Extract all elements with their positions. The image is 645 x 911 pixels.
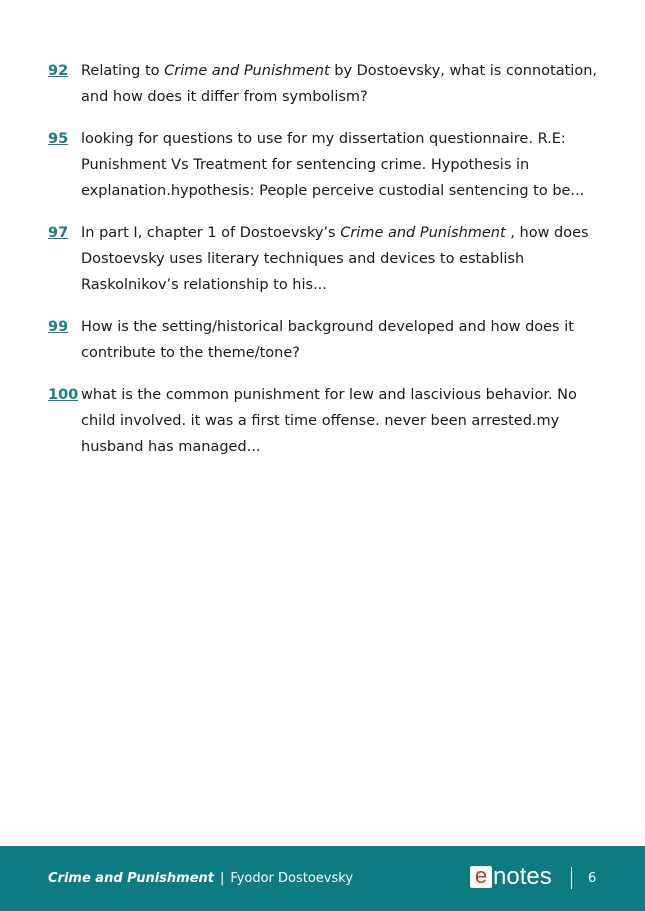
question-text-italic-title: Crime and Punishment: [340, 225, 506, 241]
question-number-link[interactable]: 92: [48, 63, 69, 79]
question-text: [81, 126, 600, 204]
question-number-link[interactable]: 97: [48, 225, 69, 241]
question-text: [81, 382, 600, 460]
enotes-logo-e-icon: e: [470, 866, 492, 888]
question-text-segment: what is the common punishment for lew and lascivious behavior. No child involved. it was a first time offense. never been arrested.my husband has managed...: [81, 387, 577, 455]
enotes-logo[interactable]: [470, 864, 552, 890]
question-text-segment: How is the setting/historical background developed and how does it contribute to the theme/tone?: [81, 319, 574, 361]
question-number-link[interactable]: 99: [48, 319, 69, 335]
footer-book-title: Crime and Punishment: [48, 871, 215, 886]
question-list: [48, 58, 600, 476]
question-item: [48, 382, 600, 460]
question-number-link[interactable]: 100: [48, 387, 79, 403]
question-text: [81, 220, 600, 298]
question-text-segment: Relating to: [81, 63, 165, 79]
question-item: [48, 314, 600, 366]
footer-divider: [571, 867, 572, 889]
footer-separator: |: [220, 871, 225, 886]
question-text-italic-title: Crime and Punishment: [164, 63, 330, 79]
enotes-logo-text: notes: [493, 863, 552, 890]
page-number: 6: [588, 871, 597, 886]
footer-author: Fyodor Dostoevsky: [230, 871, 354, 886]
question-item: [48, 220, 600, 298]
question-item: [48, 126, 600, 204]
question-text-segment: looking for questions to use for my dissertation questionnaire. R.E: Punishment Vs Treatment for sentencing crime. Hypothesis in explanation.hypothesis: People perceive custodial sentencing to be...: [81, 131, 585, 199]
question-text-segment: by Dostoevsky, what is connotation, and how does it differ from symbolism?: [81, 63, 597, 105]
question-text-segment: , how does Dostoevsky uses literary techniques and devices to establish Raskolnikov’s relationship to his...: [81, 225, 589, 293]
question-item: [48, 58, 600, 110]
question-text: [81, 58, 600, 110]
page-footer: [0, 846, 645, 911]
question-text-segment: In part I, chapter 1 of Dostoevsky’s: [81, 225, 341, 241]
question-text: [81, 314, 600, 366]
footer-book-info: [48, 871, 353, 887]
question-number-link[interactable]: 95: [48, 131, 69, 147]
